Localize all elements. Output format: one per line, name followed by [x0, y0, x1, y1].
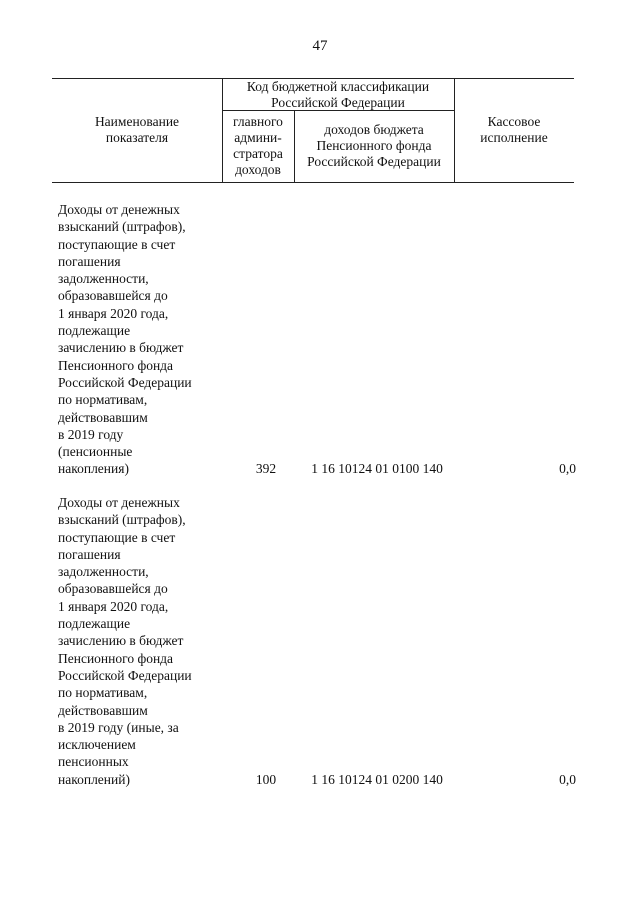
cash-execution-value: 0,0 — [559, 772, 576, 787]
header-bottom-border — [52, 182, 574, 183]
admin-code: 100 — [255, 772, 277, 787]
revenue-code: 1 16 10124 01 0200 140 — [311, 772, 443, 787]
indicator-name: Доходы от денежных взысканий (штрафов), поступающие в счет погашения задолженности, образовавшейся до 1 января 2020 года, подлежащие зачислению в бюджет Пенсионного фонда Российской Федерации по нормативам, действовавшим в 2019 году (иные, за исключением пенсионных накоплений) — [58, 495, 192, 787]
page-number: 47 — [312, 38, 328, 54]
cash-execution-value: 0,0 — [559, 461, 576, 476]
revenue-code: 1 16 10124 01 0100 140 — [311, 461, 443, 476]
header-chief-admin: главного админи- стратора доходов — [233, 114, 283, 177]
table-header — [52, 78, 574, 182]
header-indicator-name: Наименование показателя — [94, 114, 180, 145]
indicator-name: Доходы от денежных взысканий (штрафов), поступающие в счет погашения задолженности, образовавшейся до 1 января 2020 года, подлежащие зачислению в бюджет Пенсионного фонда Российской Федерации по нормативам, действовавшим в 2019 году (пенсионные накопления) — [58, 202, 192, 477]
admin-code: 392 — [255, 461, 277, 476]
header-budget-revenue: доходов бюджета Пенсионного фонда Российской Федерации — [307, 122, 441, 169]
header-cash-execution: Кассовое исполнение — [480, 114, 548, 145]
header-bcc-group: Код бюджетной классификации Российской Федерации — [246, 79, 430, 110]
